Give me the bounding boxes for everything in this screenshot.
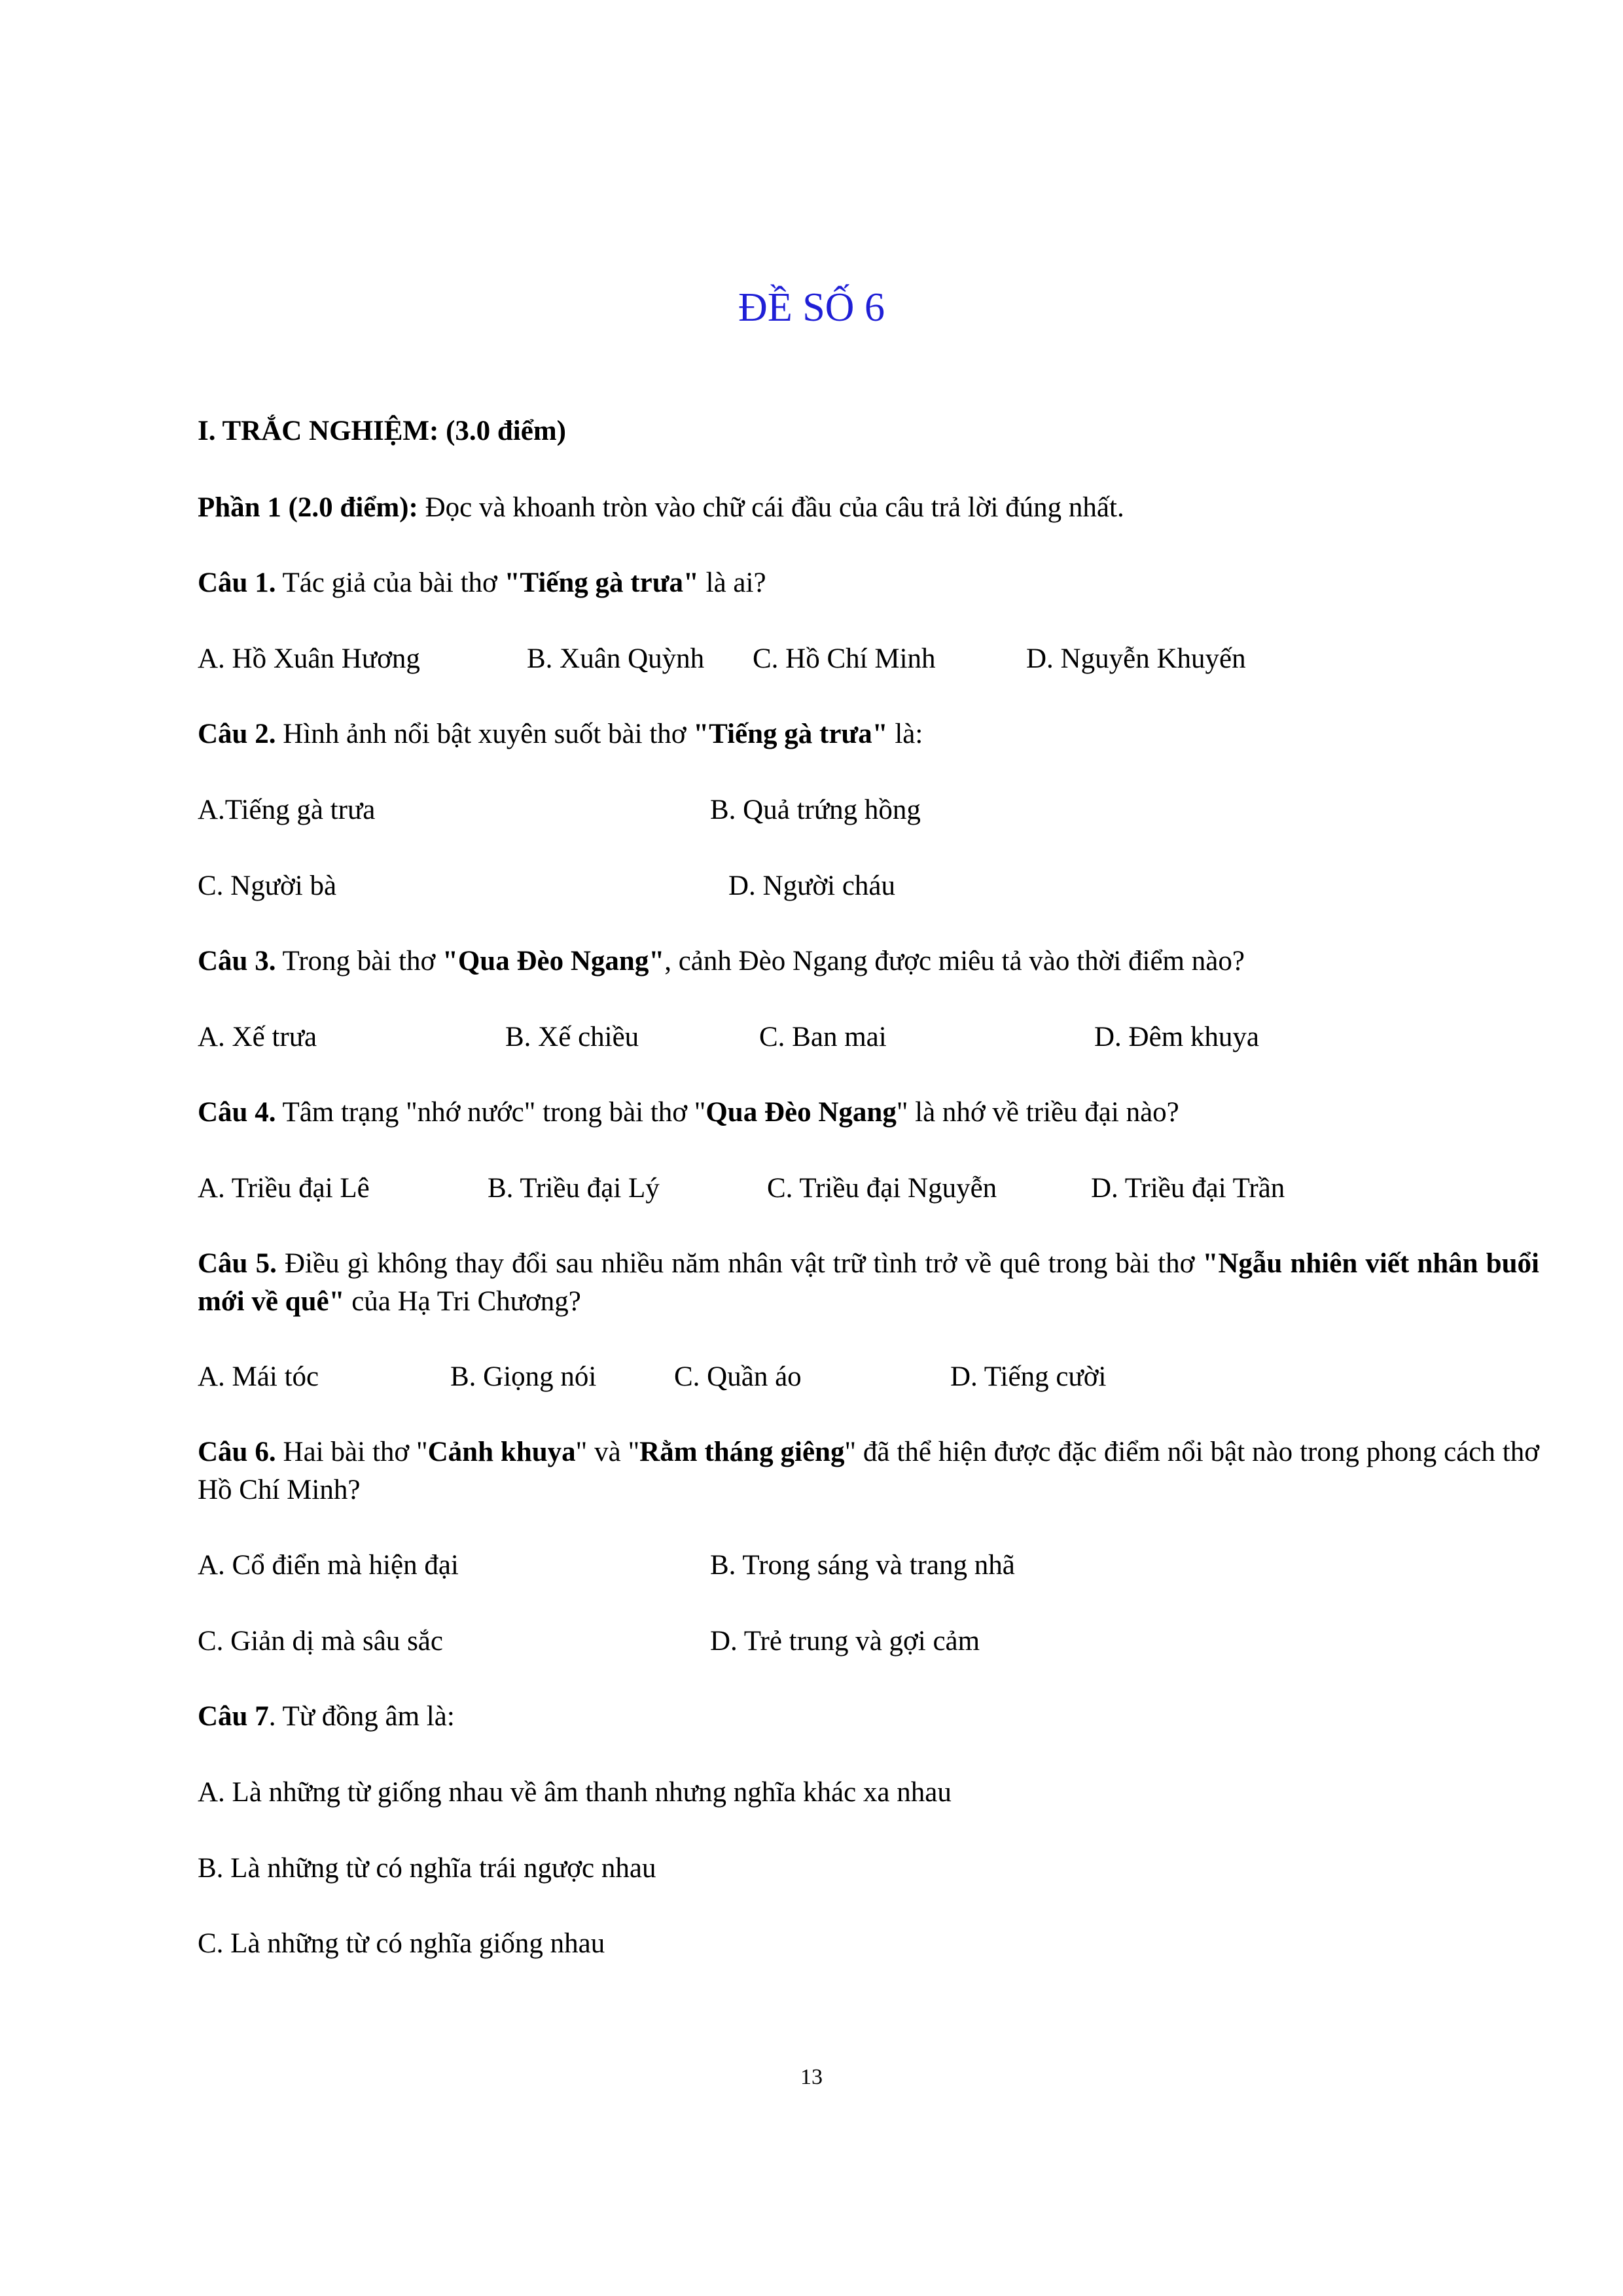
exam-title: ĐỀ SỐ 6: [738, 285, 885, 330]
q1-option-c: C. Hồ Chí Minh: [753, 643, 936, 674]
q4-option-b: B. Triều đại Lý: [488, 1173, 660, 1204]
q3-option-d: D. Đêm khuya: [1094, 1022, 1259, 1052]
part1-instruction: [198, 489, 1124, 527]
question-label: Câu 4.: [198, 1097, 276, 1128]
q6-option-d: D. Trẻ trung và gợi cảm: [710, 1626, 980, 1657]
question-text: , cảnh Đèo Ngang được miêu tả vào thời điểm nào?: [664, 946, 1245, 977]
q5-option-c: C. Quần áo: [674, 1361, 802, 1392]
q2-option-a: A.Tiếng gà trưa: [198, 795, 376, 825]
question-label: Câu 1.: [198, 567, 276, 598]
question-text: " và ": [575, 1437, 640, 1467]
question-text: là ai?: [698, 567, 766, 598]
q2-option-d: D. Người cháu: [728, 870, 896, 901]
question-bold-text: "Tiếng gà trưa": [693, 719, 888, 749]
question-3: [198, 942, 1245, 980]
question-text: của Hạ Tri Chương?: [344, 1286, 581, 1317]
q2-option-c: C. Người bà: [198, 870, 337, 901]
question-text: Hai bài thơ ": [276, 1437, 428, 1467]
question-text: Điều gì không thay đổi sau nhiều năm nhân vật trữ tình trở về quê trong bài thơ: [276, 1248, 1203, 1279]
question-bold-text: Cảnh khuya: [427, 1437, 576, 1467]
question-text: Trong bài thơ: [276, 946, 442, 977]
q2-option-b: B. Quả trứng hồng: [710, 795, 921, 825]
question-7: [198, 1698, 455, 1736]
q3-option-a: A. Xế trưa: [198, 1022, 317, 1052]
question-text: là:: [887, 719, 923, 749]
question-label: Câu 6.: [198, 1437, 276, 1467]
q3-option-b: B. Xế chiều: [505, 1022, 639, 1052]
q1-option-b: B. Xuân Quỳnh: [527, 643, 705, 674]
q5-option-a: A. Mái tóc: [198, 1361, 319, 1392]
question-bold-text: "Tiếng gà trưa": [504, 567, 699, 598]
q4-option-d: D. Triều đại Trần: [1091, 1173, 1285, 1204]
page-number: 13: [800, 2065, 823, 2089]
question-text: " là nhớ về triều đại nào?: [896, 1097, 1179, 1128]
q3-option-c: C. Ban mai: [759, 1022, 887, 1052]
question-text: Tâm trạng "nhớ nước" trong bài thơ ": [276, 1097, 706, 1128]
question-text: " đã thể hiện được đặc điểm nổi bật nào trong phong cách thơ Hồ Chí Minh?: [198, 1437, 1539, 1505]
question-2: [198, 715, 923, 753]
question-text: Tác giả của bài thơ: [276, 567, 505, 598]
question-label: Câu 7: [198, 1701, 269, 1732]
q4-option-c: C. Triều đại Nguyễn: [767, 1173, 997, 1204]
question-bold-text: Qua Đèo Ngang: [705, 1097, 897, 1128]
question-label: Câu 2.: [198, 719, 276, 749]
question-text: . Từ đồng âm là:: [268, 1701, 455, 1732]
q4-option-a: A. Triều đại Lê: [198, 1173, 370, 1204]
question-6: [198, 1433, 1539, 1509]
question-text: Hình ảnh nổi bật xuyên suốt bài thơ: [276, 719, 694, 749]
question-bold-text: "Qua Đèo Ngang": [442, 946, 665, 977]
part1-text: Đọc và khoanh tròn vào chữ cái đầu của câu trả lời đúng nhất.: [418, 492, 1124, 523]
question-label: Câu 3.: [198, 946, 276, 977]
q6-option-a: A. Cổ điển mà hiện đại: [198, 1550, 459, 1581]
q7-option-a: A. Là những từ giống nhau về âm thanh nhưng nghĩa khác xa nhau: [198, 1777, 952, 1808]
question-5: [198, 1245, 1539, 1321]
question-4: [198, 1094, 1179, 1132]
q1-option-d: D. Nguyễn Khuyến: [1026, 643, 1246, 674]
q7-option-b: B. Là những từ có nghĩa trái ngược nhau: [198, 1853, 656, 1884]
question-bold-text: "Ngẫu nhiên viết nhân buổi mới về quê": [198, 1248, 1539, 1317]
q5-option-b: B. Giọng nói: [450, 1361, 597, 1392]
question-1: [198, 564, 766, 602]
section-heading: I. TRẮC NGHIỆM: (3.0 điểm): [198, 416, 566, 446]
q7-option-c: C. Là những từ có nghĩa giống nhau: [198, 1928, 605, 1959]
q6-option-b: B. Trong sáng và trang nhã: [710, 1550, 1015, 1581]
q5-option-d: D. Tiếng cười: [950, 1361, 1107, 1392]
question-bold-text: Rằm tháng giêng: [639, 1437, 845, 1467]
question-label: Câu 5.: [198, 1248, 277, 1279]
q6-option-c: C. Giản dị mà sâu sắc: [198, 1626, 443, 1657]
q1-option-a: A. Hồ Xuân Hương: [198, 643, 420, 674]
part1-label: Phần 1 (2.0 điểm):: [198, 492, 418, 523]
